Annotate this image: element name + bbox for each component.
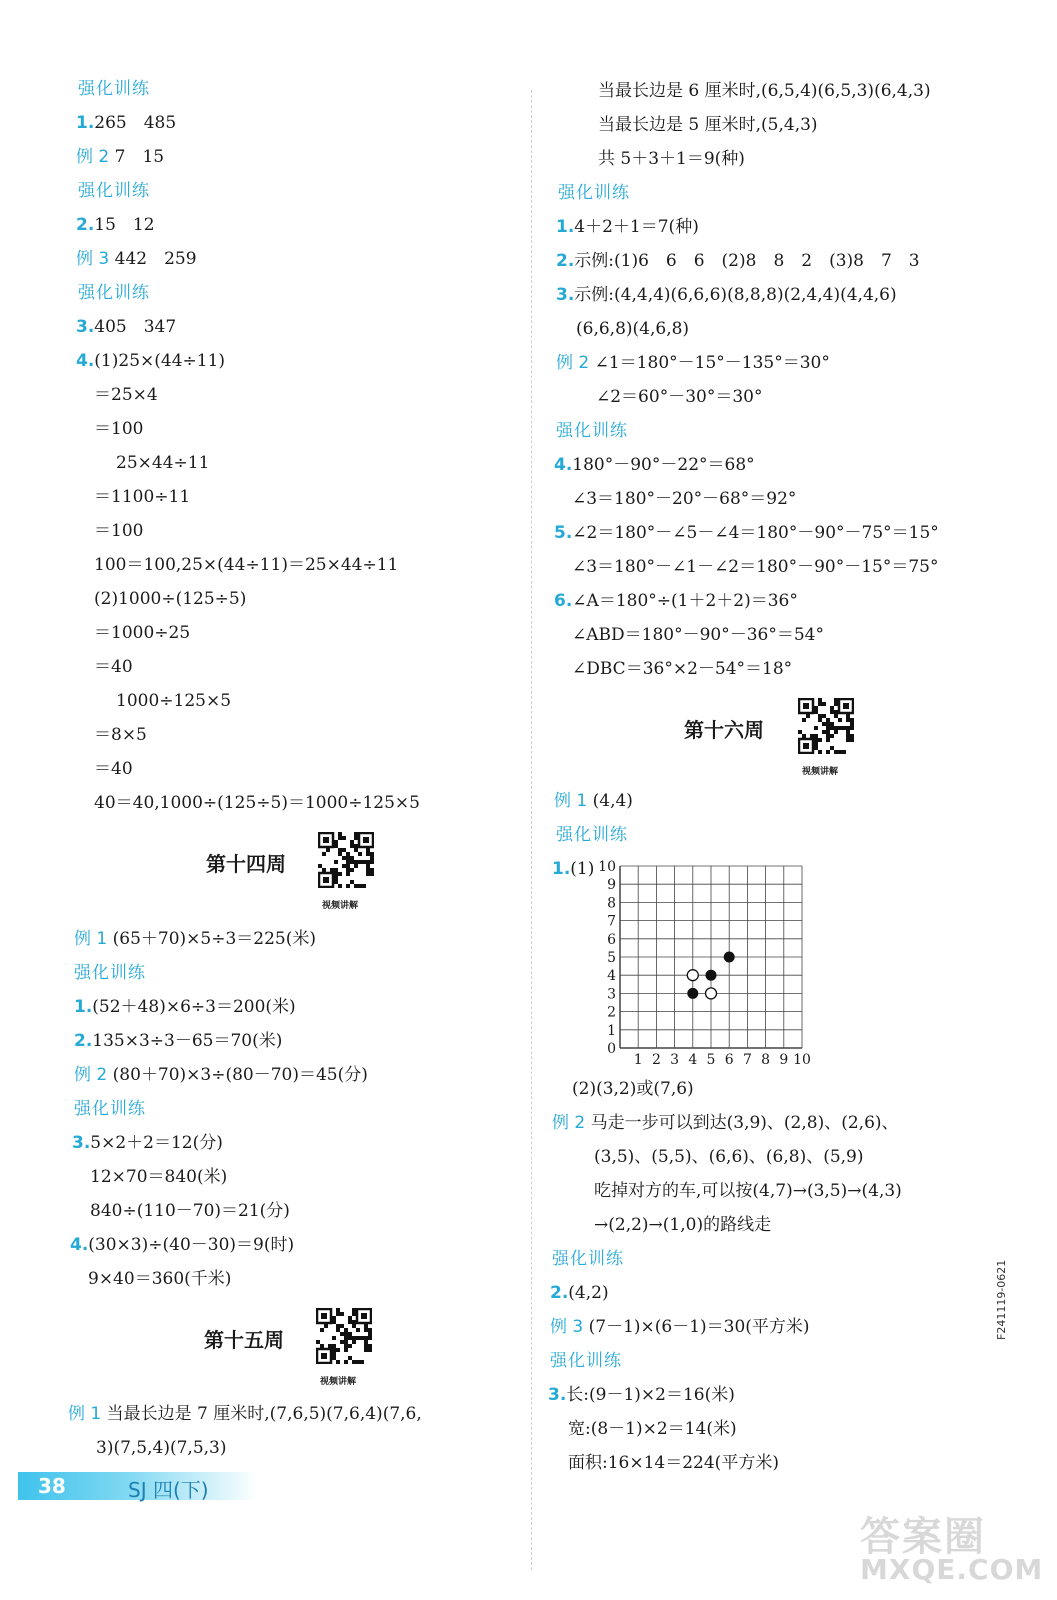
answer-text: (3,5)、(5,5)、(6,6)、(6,8)、(5,9): [594, 1147, 864, 1167]
answer-text: 1000÷125×5: [116, 691, 232, 711]
answer-text: ∠1＝180°－15°－135°＝30°: [594, 353, 830, 373]
answer-text: ∠A＝180°÷(1＋2＋2)＝36°: [572, 591, 798, 611]
answer-line: [78, 180, 150, 202]
answer-text: 当最长边是 7 厘米时,(7,6,5)(7,6,4)(7,6,: [106, 1404, 422, 1424]
answer-text: ∠2＝180°－∠5－∠4＝180°－90°－75°＝15°: [572, 523, 939, 543]
answer-line: [76, 214, 155, 236]
answer-text: ∠3＝180°－∠1－∠2＝180°－90°－15°＝75°: [572, 557, 939, 577]
answer-text: (1): [570, 859, 595, 879]
item-number: 2.: [74, 1031, 93, 1051]
y-tick-label: 10: [598, 859, 616, 875]
answer-line: [556, 824, 628, 846]
item-number: 2.: [556, 251, 575, 271]
answer-line: [94, 554, 398, 576]
x-tick-label: 4: [688, 1052, 698, 1068]
item-number: 1.: [552, 859, 571, 879]
answer-text: ＝8×5: [94, 725, 147, 745]
section-heading: 强化训练: [552, 1249, 624, 1269]
section-heading: 强化训练: [74, 1099, 146, 1119]
qr-code-icon[interactable]: [318, 832, 374, 888]
x-tick-label: 5: [706, 1052, 716, 1068]
answer-text: ＝40: [94, 759, 133, 779]
answer-text: 长:(9－1)×2＝16(米): [566, 1385, 735, 1405]
answer-line: [550, 1282, 609, 1304]
answer-text: (4,2): [568, 1283, 609, 1303]
answer-text: (7－1)×(6－1)＝30(平方米): [588, 1317, 810, 1337]
item-number: 6.: [554, 591, 573, 611]
answer-line: [552, 858, 594, 880]
answer-text: 当最长边是 6 厘米时,(6,5,4)(6,5,3)(6,4,3): [598, 81, 931, 101]
x-tick-label: 7: [742, 1052, 752, 1068]
item-number: 2.: [76, 215, 95, 235]
answer-line: [76, 316, 176, 338]
answer-text: ＝25×4: [94, 385, 158, 405]
example-label: 例 1: [68, 1404, 107, 1424]
answer-text: (2)(3,2)或(7,6): [572, 1079, 694, 1099]
answer-line: [558, 182, 630, 204]
answer-line: [76, 248, 197, 270]
item-number: 5.: [554, 523, 573, 543]
answer-text: 3)(7,5,4)(7,5,3): [96, 1438, 227, 1458]
answer-text: (52＋48)×6÷3＝200(米): [92, 997, 296, 1017]
answer-text: 405 347: [94, 317, 177, 337]
side-code: F241119-0621: [995, 1259, 1008, 1340]
item-number: 3.: [556, 285, 575, 305]
item-number: 3.: [72, 1133, 91, 1153]
answer-text: 4＋2＋1＝7(种): [574, 217, 699, 237]
answer-line: [598, 80, 931, 102]
qr-caption: 视频讲解: [320, 1377, 357, 1387]
answer-text: (2)1000÷(125÷5): [94, 589, 247, 609]
answer-line: [94, 520, 143, 542]
answer-text: 示例:(4,4,4)(6,6,6)(8,8,8)(2,4,4)(4,4,6): [574, 285, 897, 305]
item-number: 1.: [76, 113, 95, 133]
answer-text: 840÷(110－70)＝21(分): [90, 1201, 290, 1221]
answer-line: [556, 352, 830, 374]
answer-line: [568, 1418, 737, 1440]
x-tick-label: 8: [761, 1052, 771, 1068]
answer-line: [76, 112, 176, 134]
answer-line: [78, 78, 150, 100]
answer-line: [554, 590, 798, 612]
answer-line: [94, 656, 133, 678]
item-number: 1.: [74, 997, 93, 1017]
answer-line: [94, 384, 158, 406]
answer-line: [90, 1200, 290, 1222]
answer-text: 吃掉对方的车,可以按(4,7)→(3,5)→(4,3): [594, 1181, 902, 1201]
answer-text: ∠3＝180°－20°－68°＝92°: [572, 489, 797, 509]
answer-line: [576, 318, 689, 340]
answer-line: [70, 1234, 294, 1256]
answer-text: →(2,2)→(1,0)的路线走: [594, 1215, 772, 1235]
example-label: 例 2: [552, 1113, 591, 1133]
answer-line: [554, 522, 939, 544]
x-tick-label: 10: [793, 1052, 811, 1068]
filled-point: [724, 952, 735, 963]
answer-line: [94, 418, 143, 440]
column-divider: [531, 90, 532, 1570]
answer-text: ＝100: [94, 419, 144, 439]
answer-line: [94, 622, 190, 644]
filled-point: [687, 988, 698, 999]
answer-line: [76, 146, 164, 168]
answer-line: [74, 928, 316, 950]
answer-line: [556, 284, 897, 306]
section-heading: 强化训练: [78, 181, 150, 201]
item-number: 1.: [556, 217, 575, 237]
answer-line: [72, 1132, 223, 1154]
coordinate-grid: [596, 856, 816, 1072]
answer-text: ∠DBC＝36°×2－54°＝18°: [572, 659, 793, 679]
answer-text: 示例:(1)6 6 6 (2)8 8 2 (3)8 7 3: [574, 251, 920, 271]
answer-text: 265 485: [94, 113, 177, 133]
hollow-point: [687, 970, 698, 981]
answer-text: (1)25×(44÷11): [94, 351, 226, 371]
answer-text: 25×44÷11: [116, 453, 210, 473]
section-heading: 强化训练: [556, 825, 628, 845]
answer-line: [116, 452, 209, 474]
answer-line: [74, 962, 146, 984]
answer-line: [74, 1098, 146, 1120]
qr-code-icon[interactable]: [798, 698, 854, 754]
answer-text: 9×40＝360(千米): [88, 1269, 232, 1289]
answer-text: (6,6,8)(4,6,8): [576, 319, 690, 339]
y-tick-label: 9: [607, 877, 616, 894]
x-tick-label: 6: [724, 1052, 734, 1068]
example-label: 例 1: [74, 929, 113, 949]
qr-caption: 视频讲解: [802, 767, 839, 777]
x-tick-label: 3: [670, 1052, 680, 1068]
answer-text: ＝40: [94, 657, 133, 677]
y-tick-label: 3: [607, 986, 616, 1003]
answer-line: [96, 1437, 227, 1459]
y-tick-label: 4: [607, 968, 616, 985]
answer-line: [598, 114, 818, 136]
answer-text: ＝100: [94, 521, 144, 541]
answer-line: [78, 282, 150, 304]
answer-text: 7 15: [114, 147, 165, 167]
watermark-logo: 答案圈: [860, 1514, 986, 1560]
y-tick-label: 0: [607, 1041, 616, 1057]
answer-line: [74, 996, 296, 1018]
x-tick-label: 1: [633, 1052, 643, 1068]
answer-line: [94, 758, 133, 780]
answer-text: 15 12: [94, 215, 155, 235]
example-label: 例 1: [554, 791, 593, 811]
section-heading: 强化训练: [558, 183, 630, 203]
answer-text: ∠2＝60°－30°＝30°: [596, 387, 763, 407]
hollow-point: [706, 988, 717, 999]
item-number: 4.: [554, 455, 573, 475]
answer-text: ∠ABD＝180°－90°－36°＝54°: [572, 625, 824, 645]
item-number: 4.: [76, 351, 95, 371]
answer-text: 135×3÷3－65＝70(米): [92, 1031, 283, 1051]
answer-line: [74, 1064, 368, 1086]
answer-line: [550, 1316, 810, 1338]
answer-line: [552, 1248, 624, 1270]
answer-text: 180°－90°－22°＝68°: [572, 455, 755, 475]
answer-text: 面积:16×14＝224(平方米): [568, 1453, 779, 1473]
answer-line: [572, 556, 938, 578]
answer-line: [94, 724, 147, 746]
answer-text: 12×70＝840(米): [90, 1167, 228, 1187]
answer-text: (4,4): [592, 791, 633, 811]
answer-line: [572, 488, 796, 510]
answer-line: [572, 658, 792, 680]
answer-text: 当最长边是 5 厘米时,(5,4,3): [598, 115, 818, 135]
example-label: 例 2: [556, 353, 595, 373]
answer-line: [594, 1214, 771, 1236]
answer-text: 宽:(8－1)×2＝14(米): [568, 1419, 737, 1439]
answer-line: [90, 1166, 227, 1188]
answer-line: [94, 486, 190, 508]
answer-line: [556, 216, 699, 238]
answer-line: [598, 148, 745, 170]
example-label: 例 2: [76, 147, 115, 167]
answer-text: ＝1000÷25: [94, 623, 191, 643]
answer-line: [596, 386, 762, 408]
answer-text: (65＋70)×5÷3＝225(米): [112, 929, 316, 949]
y-tick-label: 6: [607, 931, 616, 948]
section-heading: 强化训练: [550, 1351, 622, 1371]
y-tick-label: 7: [607, 913, 616, 930]
y-tick-label: 1: [607, 1022, 616, 1039]
answer-line: [572, 1078, 694, 1100]
answer-line: [76, 350, 225, 372]
example-label: 例 2: [74, 1065, 113, 1085]
answer-line: [594, 1146, 864, 1168]
example-label: 例 3: [550, 1317, 589, 1337]
answer-line: [116, 690, 231, 712]
item-number: 3.: [548, 1385, 567, 1405]
answer-line: [548, 1384, 735, 1406]
answer-line: [94, 792, 420, 814]
answer-text: 共 5＋3＋1＝9(种): [598, 149, 745, 169]
qr-caption: 视频讲解: [322, 901, 359, 911]
item-number: 2.: [550, 1283, 569, 1303]
section-heading: 强化训练: [556, 421, 628, 441]
y-tick-label: 5: [607, 950, 616, 966]
answer-line: [74, 1030, 282, 1052]
answer-text: (80＋70)×3÷(80－70)＝45(分): [112, 1065, 368, 1085]
example-label: 例 3: [76, 249, 115, 269]
week-16-title: 第十六周: [684, 718, 764, 742]
answer-text: 5×2＋2＝12(分): [90, 1133, 223, 1153]
y-tick-label: 8: [607, 895, 616, 912]
answer-line: [550, 1350, 622, 1372]
answer-line: [556, 420, 628, 442]
item-number: 4.: [70, 1235, 89, 1255]
answer-line: [594, 1180, 902, 1202]
answer-line: [68, 1403, 422, 1425]
answer-line: [88, 1268, 231, 1290]
answer-text: 442 259: [114, 249, 197, 269]
answer-line: [94, 588, 246, 610]
grade-label: SJ 四(下): [128, 1478, 209, 1502]
section-heading: 强化训练: [74, 963, 146, 983]
answer-line: [568, 1452, 779, 1474]
section-heading: 强化训练: [78, 283, 150, 303]
section-heading: 强化训练: [78, 79, 150, 99]
qr-code-icon[interactable]: [316, 1308, 372, 1364]
answer-line: [556, 250, 920, 272]
page-number: 38: [38, 1474, 66, 1498]
week-14-title: 第十四周: [206, 852, 286, 876]
y-tick-label: 2: [607, 1004, 616, 1021]
x-tick-label: 2: [651, 1052, 661, 1068]
answer-text: (30×3)÷(40－30)＝9(时): [88, 1235, 295, 1255]
answer-text: ＝1100÷11: [94, 487, 191, 507]
answer-line: [554, 454, 755, 476]
answer-text: 40＝40,1000÷(125÷5)＝1000÷125×5: [94, 793, 420, 813]
answer-line: [572, 624, 824, 646]
watermark-url: MXQE.COM: [860, 1553, 1044, 1586]
filled-point: [706, 970, 717, 981]
answer-text: 100＝100,25×(44÷11)＝25×44÷11: [94, 555, 399, 575]
answer-line: [552, 1112, 899, 1134]
week-15-title: 第十五周: [204, 1328, 284, 1352]
answer-line: [554, 790, 633, 812]
x-tick-label: 9: [779, 1052, 789, 1068]
answer-text: 马走一步可以到达(3,9)、(2,8)、(2,6)、: [590, 1113, 899, 1133]
item-number: 3.: [76, 317, 95, 337]
